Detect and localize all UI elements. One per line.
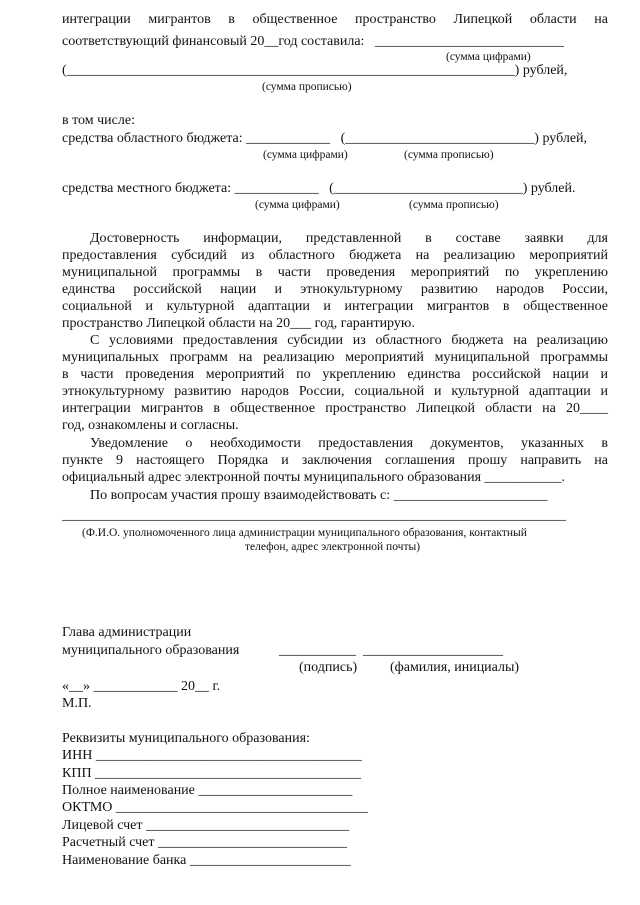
p2-line-2: муниципальных программ на реализацию мероприятий муниципальной программы (62, 350, 608, 365)
p1-line-2: предоставления субсидий из областного бюджета на реализацию мероприятий (62, 248, 608, 263)
caption-full-name: (фамилия, инициалы) (390, 660, 520, 675)
p1-line-4: единства российской нации и этнокультурному развитию народов России, (62, 282, 608, 297)
caption-sum-words: (сумма прописью) (262, 81, 352, 93)
requisite-full-name: Полное наименование ______________________ (62, 783, 353, 798)
p1-line-5: социальной и культурной адаптации и интеграции мигрантов в общественное (62, 299, 608, 314)
p2-line-5: интеграции мигрантов в общественное пространство Липецкой области на 20____ (62, 401, 608, 416)
p3-line-2: пункте 9 настоящего Порядка и заключения соглашения прошу направить на (62, 453, 608, 468)
head-title-1: Глава администрации (62, 625, 192, 640)
contact-caption-2: телефон, адрес электронной почты) (245, 541, 421, 553)
top-line-2: соответствующий финансовый 20__год составила: ___________________________ (62, 34, 564, 49)
p2-line-4: этнокультурному развитию народов России, социальной и культурной адаптации и (62, 384, 608, 399)
local-caption-digits: (сумма цифрами) (255, 199, 340, 211)
contact-underline: ________________________________________________________________________ (62, 508, 566, 523)
local-caption-words: (сумма прописью) (409, 199, 499, 211)
requisite-kpp: КПП ______________________________________ (62, 766, 362, 781)
contact-request-line: По вопросам участия прошу взаимодействовать с: ______________________ (90, 488, 548, 503)
caption-sum-digits: (сумма цифрами) (446, 51, 531, 63)
contact-caption-1: (Ф.И.О. уполномоченного лица администрации муниципального образования, контактный (82, 527, 527, 539)
regional-caption-words: (сумма прописью) (404, 149, 494, 161)
p2-line-6: год, ознакомлены и согласны. (62, 418, 239, 433)
head-title-2: муниципального образования (62, 643, 240, 658)
p1-line-3: муниципальной программы в части проведения мероприятий по укреплению (62, 265, 608, 280)
p3-line-3: официальный адрес электронной почты муниципального образования ___________. (62, 470, 566, 485)
requisite-oktmo: ОКТМО ____________________________________ (62, 800, 368, 815)
stamp-mark: М.П. (62, 696, 92, 711)
requisites-heading: Реквизиты муниципального образования: (62, 731, 310, 746)
local-budget-line: средства местного бюджета: ____________ (___________________________) рублей. (62, 181, 576, 196)
p1-line-1: Достоверность информации, представленной в составе заявки для (90, 231, 608, 246)
requisite-personal-account: Лицевой счет _____________________________ (62, 818, 350, 833)
signature-lines: ___________ ____________________ (279, 643, 503, 658)
p2-line-3: в части проведения мероприятий по укреплению единства российской нации и (62, 367, 608, 382)
regional-caption-digits: (сумма цифрами) (263, 149, 348, 161)
top-line-1: интеграции мигрантов в общественное пространство Липецкой области на (62, 12, 608, 27)
p3-line-1: Уведомление о необходимости предоставления документов, указанных в (90, 436, 608, 451)
breakdown-heading: в том числе: (62, 113, 135, 128)
requisite-settlement-account: Расчетный счет ___________________________ (62, 835, 348, 850)
p2-line-1: С условиями предоставления субсидии из областного бюджета на реализацию (90, 333, 608, 348)
date-line: «__» ____________ 20__ г. (62, 679, 221, 694)
requisite-bank-name: Наименование банка _______________________ (62, 853, 351, 868)
regional-budget-line: средства областного бюджета: ____________ (___________________________) рублей, (62, 131, 588, 146)
caption-signature: (подпись) (299, 660, 358, 675)
requisite-inn: ИНН ______________________________________ (62, 748, 362, 763)
top-line-3: (________________________________________________________________) рублей, (62, 63, 568, 78)
p1-line-6: пространство Липецкой области на 20___ год, гарантирую. (62, 316, 415, 331)
